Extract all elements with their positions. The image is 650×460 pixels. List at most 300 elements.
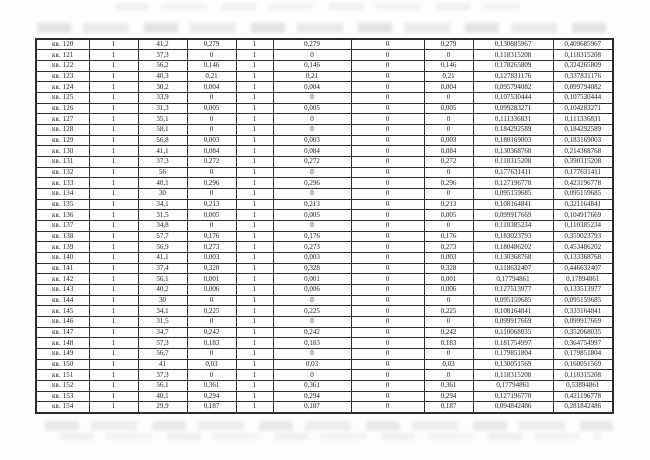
table-cell: 0,104283271 (553, 103, 613, 114)
table-cell: 1 (89, 231, 138, 242)
table-cell: 0 (351, 295, 424, 306)
table-row (36, 391, 613, 402)
table-cell: 0,279 (424, 39, 473, 50)
table-cell: 0,110385234 (473, 220, 553, 231)
table-cell: 0,099283271 (473, 103, 553, 114)
table-cell: 0,183 (424, 338, 473, 349)
bleed-through-artifact-bottom (60, 433, 600, 440)
table-cell: 0 (351, 146, 424, 157)
table-cell: 41,2 (138, 39, 187, 50)
table-cell: 1 (236, 306, 273, 317)
row-label: кв. 140 (36, 252, 89, 263)
table-cell: 1 (236, 188, 273, 199)
table-cell: 0,179851804 (553, 348, 613, 359)
table-cell: 0,118315208 (553, 50, 613, 61)
table-cell: 0 (424, 220, 473, 231)
table-cell: 30 (138, 295, 187, 306)
table-cell: 1 (89, 199, 138, 210)
table-cell: 0 (351, 135, 424, 146)
table-cell: 0 (424, 188, 473, 199)
row-label: кв. 135 (36, 199, 89, 210)
table-cell: 0,130368768 (473, 146, 553, 157)
bleed-through-artifact-below-table (45, 421, 613, 431)
table-cell: 0,328 (424, 263, 473, 274)
table-cell: 0,108164841 (473, 306, 553, 317)
table-cell: 0,005 (273, 103, 351, 114)
table-cell: 0,409685967 (553, 39, 613, 50)
table-cell: 1 (89, 402, 138, 413)
table-cell: 0,095159685 (553, 295, 613, 306)
table-cell: 0 (273, 114, 351, 125)
table-cell: 1 (89, 124, 138, 135)
table-cell: 0,364754997 (553, 338, 613, 349)
table-cell: 0,003 (424, 252, 473, 263)
table-cell: 0 (424, 50, 473, 61)
table-row (36, 188, 613, 199)
table-cell: 0,107530444 (473, 92, 553, 103)
table-cell: 37,3 (138, 156, 187, 167)
row-label: кв. 142 (36, 274, 89, 285)
row-label: кв. 148 (36, 338, 89, 349)
table-cell: 0,242 (273, 327, 351, 338)
table-cell: 33,9 (138, 92, 187, 103)
table-cell: 0 (351, 124, 424, 135)
table-cell: 0,183169003 (553, 135, 613, 146)
table-cell: 0 (351, 82, 424, 93)
table-cell: 56,2 (138, 60, 187, 71)
table-cell: 0,176 (424, 231, 473, 242)
table-cell: 0 (351, 167, 424, 178)
table-cell: 0,118315208 (473, 50, 553, 61)
table-cell: 31,3 (138, 103, 187, 114)
table-row (36, 242, 613, 253)
table-cell: 1 (89, 156, 138, 167)
table-cell: 0,361 (187, 381, 236, 392)
table-cell: 1 (89, 316, 138, 327)
table-cell: 0,095159685 (473, 295, 553, 306)
table-cell: 0,095159685 (473, 188, 553, 199)
table-row (36, 124, 613, 135)
row-label: кв. 149 (36, 348, 89, 359)
table-cell: 57,3 (138, 338, 187, 349)
table-cell: 0,005 (273, 210, 351, 221)
table-row (36, 381, 613, 392)
table-cell: 1 (236, 327, 273, 338)
table-cell: 1 (89, 103, 138, 114)
table-cell: 0 (351, 252, 424, 263)
table-cell: 1 (89, 391, 138, 402)
table-cell: 41 (138, 359, 187, 370)
table-cell: 1 (236, 71, 273, 82)
table-cell: 0,272 (273, 156, 351, 167)
table-row (36, 252, 613, 263)
table-cell: 0 (351, 402, 424, 413)
table-cell: 0,176 (273, 231, 351, 242)
row-label: кв. 131 (36, 156, 89, 167)
table-row (36, 167, 613, 178)
table-cell: 0,005 (424, 210, 473, 221)
table-cell: 1 (89, 242, 138, 253)
table-cell: 1 (236, 252, 273, 263)
table-cell: 0,001 (273, 274, 351, 285)
table-cell: 1 (236, 210, 273, 221)
table-cell: 0,127196778 (473, 178, 553, 189)
table-cell: 0,214368768 (553, 146, 613, 157)
table-cell: 31,5 (138, 316, 187, 327)
row-label: кв. 154 (36, 402, 89, 413)
row-label: кв. 130 (36, 146, 89, 157)
table-cell: 0,181754997 (473, 338, 553, 349)
table-cell: 0 (351, 92, 424, 103)
table-cell: 0,294 (273, 391, 351, 402)
table-cell: 0 (187, 348, 236, 359)
table-row (36, 114, 613, 125)
table-cell: 1 (236, 103, 273, 114)
table-cell: 0,094842486 (473, 402, 553, 413)
table-cell: 1 (89, 188, 138, 199)
table-cell: 0 (187, 92, 236, 103)
table-cell: 0,095794082 (473, 82, 553, 93)
table-row (36, 146, 613, 157)
table-cell: 1 (236, 82, 273, 93)
table-cell: 0,187 (424, 402, 473, 413)
table-cell: 0 (351, 71, 424, 82)
table-cell: 1 (236, 156, 273, 167)
table-cell: 0,127513977 (473, 284, 553, 295)
table-cell: 0,003 (424, 135, 473, 146)
row-label: кв. 124 (36, 82, 89, 93)
table-cell: 0 (187, 316, 236, 327)
table-cell: 0,004 (187, 82, 236, 93)
table-cell: 0 (351, 50, 424, 61)
table-cell: 34,7 (138, 327, 187, 338)
table-row (36, 348, 613, 359)
table-cell: 31,5 (138, 210, 187, 221)
table-cell: 0,146 (424, 60, 473, 71)
table-cell: 0,17794861 (473, 381, 553, 392)
table-cell: 0,177631411 (553, 167, 613, 178)
table-cell: 0,281842486 (553, 402, 613, 413)
table-cell: 0,184292589 (553, 124, 613, 135)
table-cell: 0,273 (187, 242, 236, 253)
table-row (36, 359, 613, 370)
table-cell: 0,118315208 (473, 156, 553, 167)
table-cell: 0 (351, 381, 424, 392)
table-cell: 0 (187, 295, 236, 306)
table-cell: 0 (424, 124, 473, 135)
table-cell: 1 (236, 124, 273, 135)
table-cell: 0 (424, 316, 473, 327)
table-cell: 0,272 (424, 156, 473, 167)
bleed-through-artifact-top (115, 3, 520, 10)
table-cell: 0,084 (424, 146, 473, 157)
table-cell: 0,001 (424, 274, 473, 285)
table-cell: 0,084 (187, 146, 236, 157)
table-cell: 37,3 (138, 370, 187, 381)
table-cell: 0,130051569 (473, 359, 553, 370)
table-row (36, 370, 613, 381)
table-cell: 0 (273, 167, 351, 178)
table-cell: 0,296 (424, 178, 473, 189)
table-cell: 0 (351, 156, 424, 167)
table-cell: 1 (89, 39, 138, 50)
table-cell: 0,225 (273, 306, 351, 317)
table-cell: 57,7 (138, 231, 187, 242)
table-cell: 0,004 (424, 82, 473, 93)
table-cell: 1 (89, 327, 138, 338)
table-cell: 41,1 (138, 146, 187, 157)
table-cell: 0 (351, 242, 424, 253)
row-label: кв. 132 (36, 167, 89, 178)
table-cell: 0,361 (424, 381, 473, 392)
table-cell: 0,133513977 (553, 284, 613, 295)
table-cell: 0,003 (273, 252, 351, 263)
table-cell: 0,160051569 (553, 359, 613, 370)
table-cell: 0 (273, 295, 351, 306)
row-label: кв. 147 (36, 327, 89, 338)
table-cell: 1 (236, 114, 273, 125)
table-row (36, 82, 613, 93)
row-label: кв. 123 (36, 71, 89, 82)
table-cell: 0,242 (187, 327, 236, 338)
table-cell: 1 (236, 135, 273, 146)
table-cell: 0,176 (187, 231, 236, 242)
table-cell: 0,110068035 (473, 327, 553, 338)
table-cell: 0 (351, 274, 424, 285)
table-cell: 1 (236, 348, 273, 359)
table-cell: 0,005 (424, 103, 473, 114)
row-label: кв. 141 (36, 263, 89, 274)
table-cell: 0 (424, 167, 473, 178)
table-cell: 0,183 (273, 338, 351, 349)
table-row (36, 71, 613, 82)
table-cell: 0 (351, 220, 424, 231)
table-cell: 0 (273, 220, 351, 231)
table-cell: 1 (89, 178, 138, 189)
table-cell: 0 (273, 188, 351, 199)
table-cell: 0,110385234 (553, 220, 613, 231)
table-cell: 0,178265809 (473, 60, 553, 71)
table-cell: 0,111336831 (553, 114, 613, 125)
table-cell: 0,21 (424, 71, 473, 82)
row-label: кв. 150 (36, 359, 89, 370)
table-cell: 0,272 (187, 156, 236, 167)
row-label: кв. 151 (36, 370, 89, 381)
table-row (36, 327, 613, 338)
table-cell: 0 (351, 263, 424, 274)
table-cell: 0,118315208 (553, 370, 613, 381)
table-cell: 0,279 (187, 39, 236, 50)
table-cell: 0 (351, 103, 424, 114)
table-cell: 0,006 (273, 284, 351, 295)
table-cell: 0,225 (424, 306, 473, 317)
table-cell: 1 (236, 242, 273, 253)
table-cell: 0 (187, 220, 236, 231)
row-label: кв. 143 (36, 284, 89, 295)
table-cell: 1 (89, 370, 138, 381)
table-cell: 0,421196778 (553, 391, 613, 402)
table-cell: 0 (351, 284, 424, 295)
table-cell: 34,8 (138, 220, 187, 231)
table-cell: 34,1 (138, 199, 187, 210)
table-cell: 0 (273, 348, 351, 359)
table-cell: 0,111336831 (473, 114, 553, 125)
table-cell: 0,352068035 (553, 327, 613, 338)
table-cell: 0,359023793 (553, 231, 613, 242)
table-cell: 1 (236, 220, 273, 231)
row-label: кв. 137 (36, 220, 89, 231)
table-row (36, 231, 613, 242)
table-row (36, 263, 613, 274)
table-cell: 0,003 (273, 135, 351, 146)
row-label: кв. 153 (36, 391, 89, 402)
table-cell: 1 (89, 252, 138, 263)
table-cell: 0,273 (424, 242, 473, 253)
table-cell: 1 (89, 210, 138, 221)
table-cell: 0 (351, 391, 424, 402)
table-cell: 1 (236, 167, 273, 178)
table-cell: 1 (236, 381, 273, 392)
table-cell: 0 (351, 316, 424, 327)
table-cell: 0,03 (273, 359, 351, 370)
table-cell: 0,453486202 (553, 242, 613, 253)
table-cell: 37,4 (138, 263, 187, 274)
table-cell: 30 (138, 188, 187, 199)
table-cell: 0,242 (424, 327, 473, 338)
table-cell: 0 (351, 114, 424, 125)
table-row (36, 295, 613, 306)
table-cell: 0 (273, 316, 351, 327)
table-cell: 1 (236, 178, 273, 189)
table-cell: 1 (236, 146, 273, 157)
table-cell: 0 (273, 92, 351, 103)
row-label: кв. 126 (36, 103, 89, 114)
table-row (36, 284, 613, 295)
table-cell: 0,180486202 (473, 242, 553, 253)
table-cell: 0 (273, 50, 351, 61)
table-cell: 0,446632407 (553, 263, 613, 274)
table-cell: 0,294 (187, 391, 236, 402)
table-cell: 0 (351, 231, 424, 242)
table-cell: 56,1 (138, 274, 187, 285)
table-cell: 1 (89, 381, 138, 392)
table-cell: 0,127196778 (473, 391, 553, 402)
table-cell: 41,1 (138, 252, 187, 263)
table-cell: 1 (89, 50, 138, 61)
table-cell: 34,1 (138, 306, 187, 317)
table-cell: 0 (187, 124, 236, 135)
table-cell: 1 (89, 60, 138, 71)
table-row (36, 210, 613, 221)
row-label: кв. 134 (36, 188, 89, 199)
table-cell: 35,1 (138, 114, 187, 125)
table-cell: 0 (351, 199, 424, 210)
table-cell: 0,179851804 (473, 348, 553, 359)
table-cell: 0,084 (273, 146, 351, 157)
table-row (36, 103, 613, 114)
table-cell: 0,133368768 (553, 252, 613, 263)
table-cell: 1 (89, 306, 138, 317)
table-cell: 1 (236, 92, 273, 103)
table-cell: 0,03 (424, 359, 473, 370)
row-label: кв. 133 (36, 178, 89, 189)
table-cell: 0,003 (187, 135, 236, 146)
table-cell: 0,180169003 (473, 135, 553, 146)
table-cell: 0,099917669 (553, 316, 613, 327)
table-row (36, 338, 613, 349)
table-cell: 0,006 (424, 284, 473, 295)
table-cell: 0,328 (273, 263, 351, 274)
table-cell: 1 (89, 338, 138, 349)
table-row (36, 60, 613, 71)
table-cell: 1 (236, 231, 273, 242)
table-cell: 0,17794861 (473, 274, 553, 285)
table-cell: 0,321164841 (553, 199, 613, 210)
row-label: кв. 144 (36, 295, 89, 306)
table-cell: 1 (89, 220, 138, 231)
table-cell: 0,296 (187, 178, 236, 189)
table-row (36, 306, 613, 317)
row-label: кв. 136 (36, 210, 89, 221)
table-cell: 56,1 (138, 381, 187, 392)
table-cell: 0,118315208 (473, 370, 553, 381)
table-row (36, 274, 613, 285)
table-row (36, 178, 613, 189)
table-cell: 1 (236, 263, 273, 274)
table-cell: 0,294 (424, 391, 473, 402)
row-label: кв. 122 (36, 60, 89, 71)
table-cell: 0 (351, 178, 424, 189)
table-cell: 1 (236, 370, 273, 381)
table-cell: 0,17894861 (553, 274, 613, 285)
table-row (36, 135, 613, 146)
table-cell: 0 (351, 306, 424, 317)
table-cell: 1 (236, 274, 273, 285)
row-label: кв. 139 (36, 242, 89, 253)
table-cell: 1 (89, 295, 138, 306)
table-cell: 40,2 (138, 284, 187, 295)
table-cell: 0,187 (273, 402, 351, 413)
table-cell: 1 (89, 359, 138, 370)
table-cell: 1 (89, 167, 138, 178)
table-cell: 1 (89, 274, 138, 285)
table-cell: 0,005 (187, 103, 236, 114)
table-row (36, 50, 613, 61)
table-cell: 0,146 (187, 60, 236, 71)
row-label: кв. 125 (36, 92, 89, 103)
table-cell: 0 (273, 370, 351, 381)
table-cell: 0,213 (273, 199, 351, 210)
table-row (36, 316, 613, 327)
table-cell: 0 (187, 167, 236, 178)
table-cell: 0,108164841 (473, 199, 553, 210)
table-cell: 0,21 (273, 71, 351, 82)
table-cell: 0 (351, 39, 424, 50)
table-cell: 1 (89, 284, 138, 295)
apartments-data-table (35, 38, 614, 414)
table-cell: 0,423196778 (553, 178, 613, 189)
table-cell: 1 (89, 82, 138, 93)
table-body (36, 39, 613, 413)
table-row (36, 156, 613, 167)
table-cell: 0,099794082 (553, 82, 613, 93)
table-cell: 1 (236, 402, 273, 413)
table-cell: 0 (351, 327, 424, 338)
table-cell: 0 (424, 295, 473, 306)
table-cell: 0,177631411 (473, 167, 553, 178)
table-cell: 0 (187, 50, 236, 61)
table-cell: 29,9 (138, 402, 187, 413)
